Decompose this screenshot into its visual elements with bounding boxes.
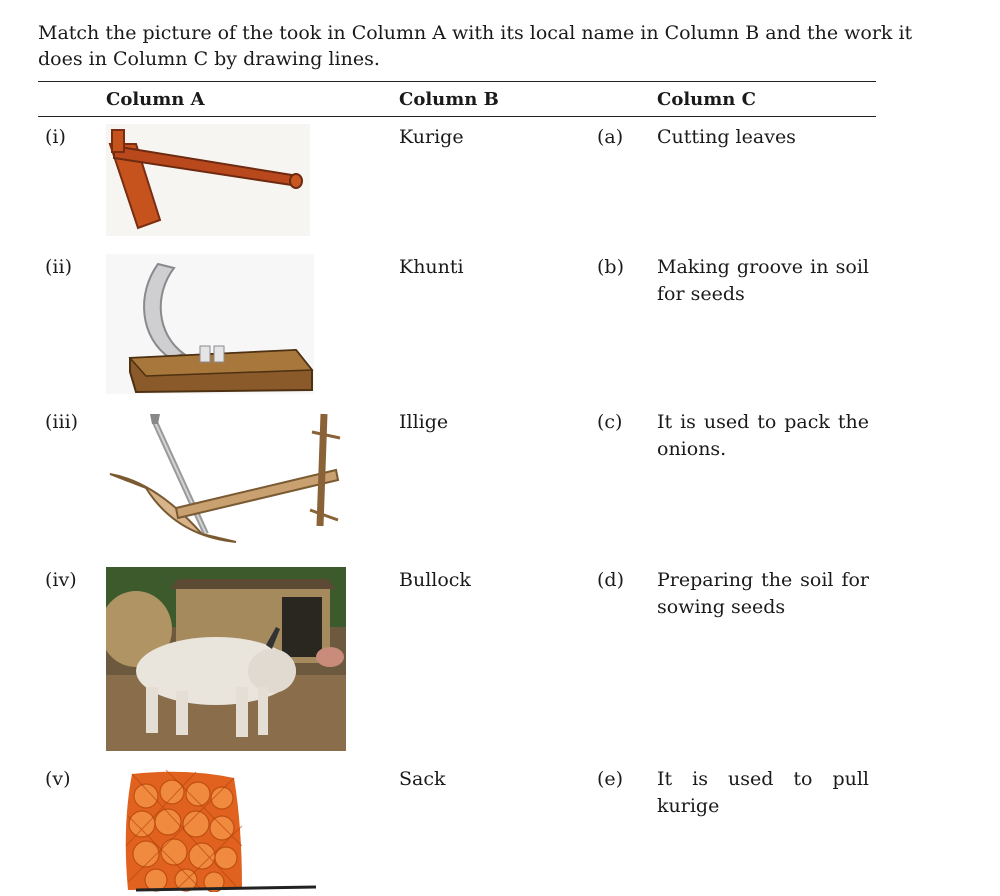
column-c-letter: (e): [597, 768, 624, 790]
khunti-blade-picture: [106, 254, 314, 394]
row-number: (iv): [45, 569, 77, 591]
column-c-header: Column C: [657, 89, 756, 110]
table-top-rule: [38, 81, 876, 82]
header-bottom-rule: [38, 116, 876, 117]
row-number: (i): [45, 126, 66, 148]
column-c-letter: (c): [597, 411, 623, 433]
column-c-letter: (a): [597, 126, 624, 148]
column-b-name: Illige: [399, 411, 449, 433]
column-c-work: Preparing the soil for sowing seeds: [657, 569, 869, 618]
column-b-name: Kurige: [399, 126, 464, 148]
column-c-work: Making groove in soil for seeds: [657, 256, 869, 305]
bullock-picture: [106, 567, 346, 751]
column-c-work: It is used to pack the onions.: [657, 411, 869, 460]
row-number: (iii): [45, 411, 79, 433]
column-b-name: Bullock: [399, 569, 471, 591]
column-a-header: Column A: [106, 89, 205, 110]
column-c-letter: (d): [597, 569, 624, 591]
plough-picture: [106, 408, 342, 548]
column-c-work: Cutting leaves: [657, 126, 796, 148]
instructions: Match the picture of the took in Column A with its local name in Column B and the work it does in Column C by drawing lines.: [38, 22, 913, 70]
column-b-name: Khunti: [399, 256, 464, 278]
row-number: (ii): [45, 256, 72, 278]
column-b-name: Sack: [399, 768, 446, 790]
column-b-header: Column B: [399, 89, 499, 110]
column-c-letter: (b): [597, 256, 624, 278]
column-c-work: It is used to pull kurige: [657, 768, 869, 817]
row-number: (v): [45, 768, 71, 790]
hoe-picture: [106, 124, 310, 236]
onion-sack-picture: [106, 766, 318, 892]
